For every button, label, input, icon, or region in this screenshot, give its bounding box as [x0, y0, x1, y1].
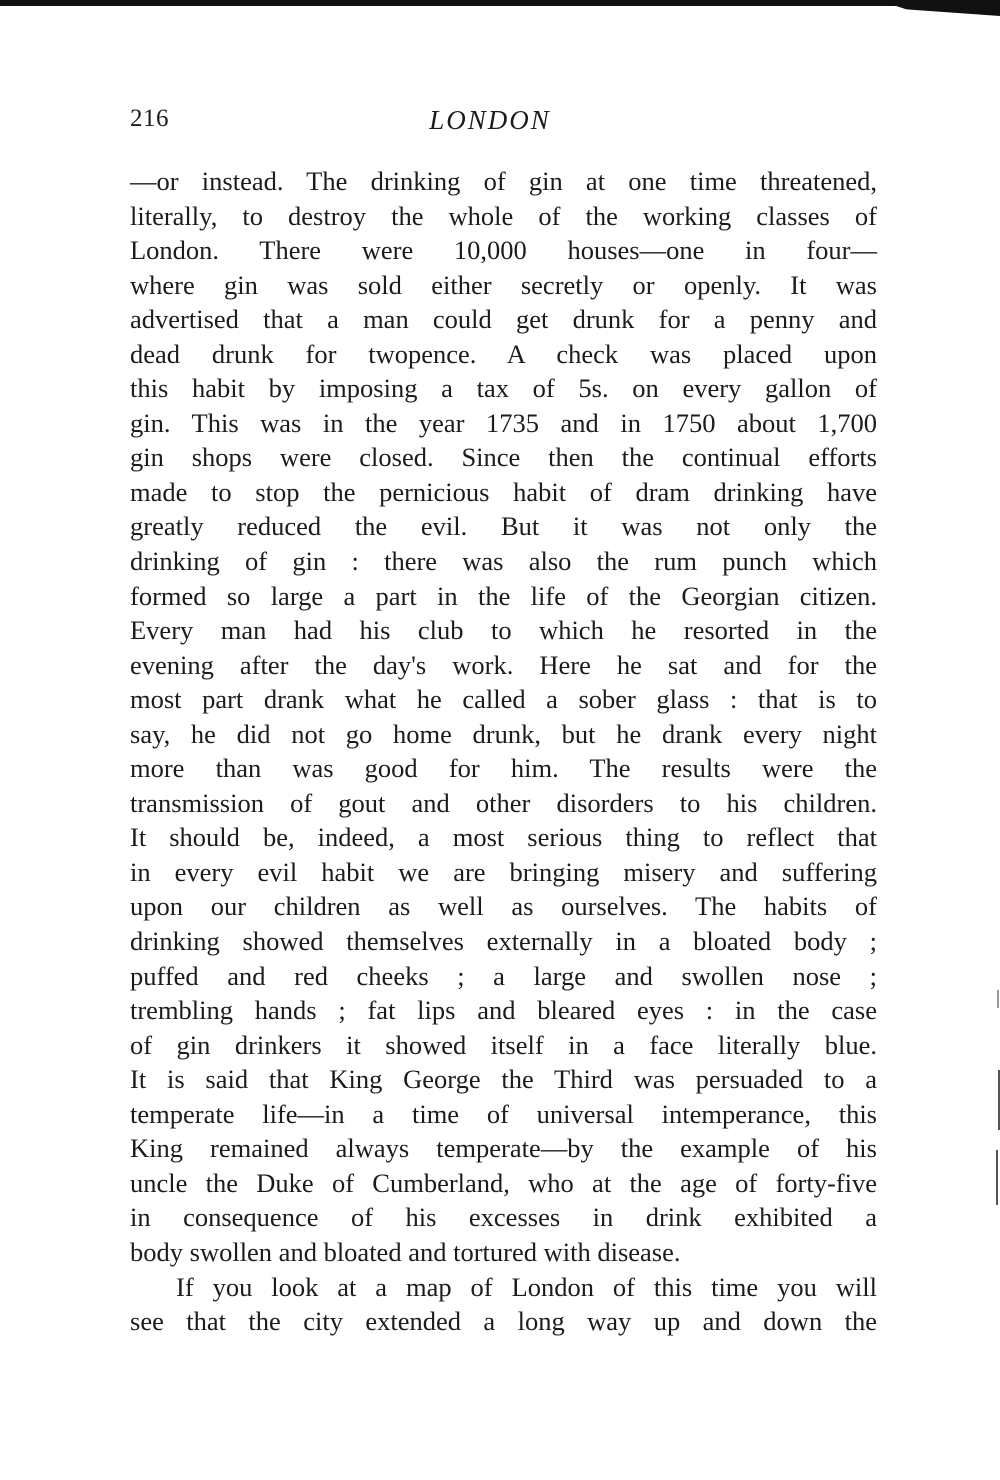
paragraph-1 [130, 164, 877, 1270]
text-line: It is said that King George the Third was persuaded to a [130, 1064, 877, 1095]
text-line: in consequence of his excesses in drink exhibited a [130, 1202, 877, 1233]
text-line: Every man had his club to which he resorted in the [130, 615, 877, 646]
text-line: gin shops were closed. Since then the continual efforts [130, 442, 877, 473]
running-title: LONDON [429, 105, 551, 135]
text-line: If you look at a map of London of this time you will [176, 1271, 877, 1302]
text-line: drinking showed themselves externally in a bloated body ; [130, 926, 877, 957]
text-line: literally, to destroy the whole of the working classes of [130, 200, 877, 231]
text-line: transmission of gout and other disorders to his children. [130, 787, 877, 818]
scan-margin-mark [997, 990, 999, 1008]
text-line: this habit by imposing a tax of 5s. on every gallon of [130, 373, 877, 404]
text-line: —or instead. The drinking of gin at one time threatened, [130, 166, 877, 196]
text-line: say, he did not go home drunk, but he drank every night [130, 718, 877, 749]
text-line: formed so large a part in the life of the Georgian citizen. [130, 580, 877, 611]
text-line: drinking of gin : there was also the rum punch which [130, 546, 877, 577]
page-number: 216 [130, 105, 169, 132]
text-line: London. There were 10,000 houses—one in four— [130, 235, 877, 266]
text-line: gin. This was in the year 1735 and in 1750 about 1,700 [130, 407, 877, 438]
top-page-edge-rule [0, 0, 1000, 6]
text-line: body swollen and bloated and tortured with disease. [130, 1236, 681, 1267]
text-line: uncle the Duke of Cumberland, who at the age of forty-five [130, 1167, 877, 1198]
text-line: trembling hands ; fat lips and bleared eyes : in the case [130, 995, 877, 1026]
text-line: made to stop the pernicious habit of dram drinking have [130, 476, 877, 507]
text-line: more than was good for him. The results were the [130, 753, 877, 784]
text-line: It should be, indeed, a most serious thing to reflect that [130, 822, 877, 853]
text-line: greatly reduced the evil. But it was not only the [130, 511, 877, 542]
paragraph-2 [130, 1270, 877, 1339]
text-line: dead drunk for twopence. A check was placed upon [130, 338, 877, 369]
text-line: see that the city extended a long way up and down the [130, 1306, 877, 1337]
text-line: puffed and red cheeks ; a large and swollen nose ; [130, 960, 877, 991]
text-line: King remained always temperate—by the example of his [130, 1133, 877, 1164]
scan-margin-mark [996, 1150, 998, 1205]
body-text [130, 164, 877, 1339]
text-line: of gin drinkers it showed itself in a face literally blue. [130, 1029, 877, 1060]
top-page-edge-shadow [890, 4, 1000, 16]
text-line: most part drank what he called a sober glass : that is to [130, 684, 877, 715]
text-line: upon our children as well as ourselves. The habits of [130, 891, 877, 922]
text-line: in every evil habit we are bringing misery and suffering [130, 856, 877, 887]
text-line: where gin was sold either secretly or openly. It was [130, 269, 877, 300]
running-head [130, 105, 850, 145]
text-line: evening after the day's work. Here he sat and for the [130, 649, 877, 680]
text-line: temperate life—in a time of universal intemperance, this [130, 1098, 877, 1129]
text-line: advertised that a man could get drunk for a penny and [130, 304, 877, 335]
